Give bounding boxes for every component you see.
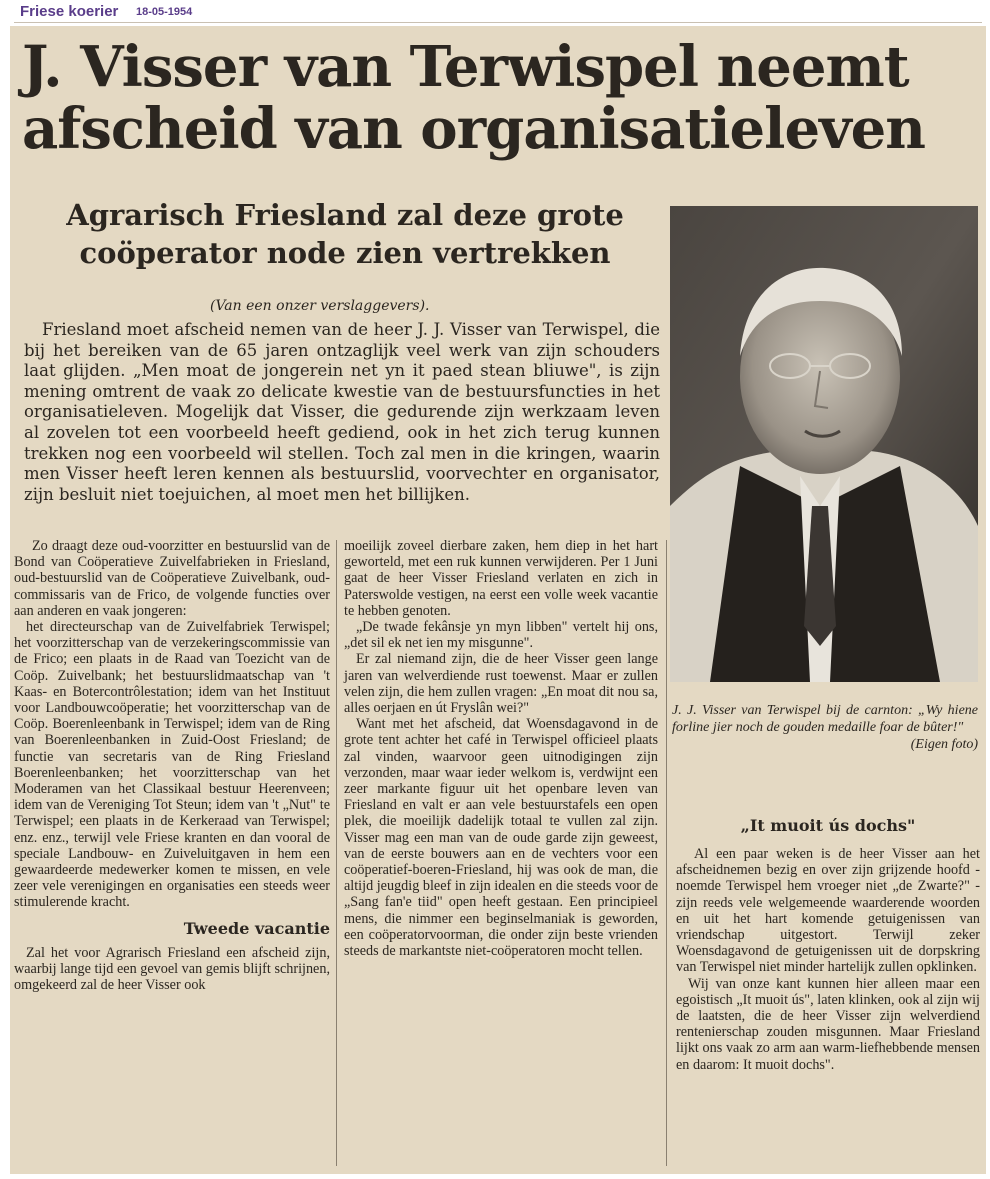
photo-caption-text: J. J. Visser van Terwispel bij de carnton: „Wy hiene forline jier noch de gouden medaille foar de bûter!"	[672, 703, 978, 735]
column-2-paragraph-3: Er zal niemand zijn, die de heer Visser geen lange jaren van welverdiende rust toewenst. Maar er zullen velen zijn, die hem zullen vragen: „En moat dit nou sa, alles oerjaen en út Fryslân wei?"	[344, 651, 658, 717]
column-2-paragraph-1: moeilijk zoveel dierbare zaken, hem diep in het hart geworteld, met een ruk kunnen verwijderen. Per 1 Juni gaat de heer Visser Friesland verlaten en zich in Paterswolde vestigen, na eerst een volle week vacantie te hebben genoten.	[344, 538, 658, 619]
newspaper-name: Friese koerier	[20, 3, 119, 20]
column-3-paragraph-2: Wij van onze kant kunnen hier alleen maar een egoistisch „It muoit ús", laten klinken, ook al zijn wij de laatsten, die de heer Visser zijn welverdiend rentenierschap zouden misgunnen. Maar Friesland lijkt ons vaak zo arm aan warm-liefhebbende mensen en daarom: It muoit dochs".	[676, 975, 980, 1073]
article-column-1	[14, 538, 330, 993]
column-1-paragraph-1: Zo draagt deze oud-voorzitter en bestuurslid van de Bond van Coöperatieve Zuivelfabrieken in Friesland, oud-bestuurslid van de Coöperatieve Zuivelbank, oud-commissaris van de Frico, de volgende functies over aan anderen en vaak jongeren:	[14, 538, 330, 619]
masthead	[0, 0, 990, 24]
masthead-rule	[14, 22, 982, 23]
column-2-paragraph-2: „De twade fekânsje yn myn libben" vertelt hij ons, „det sil ek net ien my misgunne".	[344, 619, 658, 652]
column-2-paragraph-4: Want met het afscheid, dat Woensdagavond in de grote tent achter het café in Terwispel officieel plaats zal vinden, waarvoor geen uitnodigingen zijn verzonden, maar waar ieder welkom is, verdwijnt een zeer markante figuur uit het openbare leven van Friesland en valt er aan vele bestuurstafels een open plek, die moeilijk dadelijk totaal te vullen zal zijn. Visser mag een man van de oude garde zijn geweest, van de eerste bouwers aan en de vechters voor een coöperatief-boeren-Friesland, hij was ook de man, die altijd jeugdig bleef in zijn idealen en die steeds voor de „Sang fan'e tiid" open heeft gestaan. Een principieel mens, die nimmer een beginselmaniak is geworden, een coöperatorvoorman, die onder zijn beste vrienden steeds de markantste niet-coöperatoren mocht tellen.	[344, 716, 658, 960]
column-divider-2	[666, 540, 667, 1166]
portrait-photo	[670, 206, 978, 682]
portrait-photo-image	[670, 206, 978, 682]
article-intro: Friesland moet afscheid nemen van de heer J. J. Visser van Terwispel, die bij het bereiken van de 65 jaren ontzaglijk veel werk van zijn schouders laat glijden. „Men moat de jongerein net yn it paed stean bliuwe", is zijn mening omtrent de vaak zo delicate kwestie van de bestuursfuncties in het organisatieleven. Mogelijk dat Visser, die gedurende zijn werkzaam leven al zovelen tot een voorbeeld heeft gediend, ook in het zich terug kunnen trekken nog een voorbeeld wil stellen. Toch zal men in die kringen, waarin men Visser heeft leren kennen als bestuurslid, voorvechter en organisator, zijn besluit niet toejuichen, al moet men het billijken.	[24, 320, 660, 504]
publication-date: 18-05-1954	[136, 6, 193, 18]
byline: (Van een onzer verslaggevers).	[210, 298, 430, 314]
column-1-paragraph-2: het directeurschap van de Zuivelfabriek Terwispel; het voorzitterschap van de verzekeringscommissie van de Frico; een plaats in de Raad van Toezicht van de Coöp. Zuivelbank; het bestuurslidmaatschap van 't Kaas- en Botercontrôlestation; idem van het Instituut voor Landbouwcoöperatie; het voorzitterschap van de Coöp. Boerenleenbank in Terwispel; idem van de Ring van Boerenleenbanken in Zuid-Oost Friesland; de functie van secretaris van de Ring Friesland Boerenleenbanken; het voorzitterschap van het Moderamen van het Classikaal bestuur Heerenveen; idem van de Vereniging Tot Steun; idem van 't „Nut" te Terwispel; een plaats in de Kerkeraad van Terwispel; enz. enz., terwijl vele Friese kranten en dan vooral de speciale Landbouw- en Zuiveluitgaven in hem een gewaardeerde medewerker komen te missen, en vele zeer vele verenigingen en organisaties een steeds weer stimulerende kracht.	[14, 619, 330, 911]
photo-credit: (Eigen foto)	[910, 737, 978, 752]
photo-caption	[672, 702, 978, 753]
section-heading-tweede-vacantie: Tweede vacantie	[183, 918, 330, 938]
article-subheadline: Agrarisch Friesland zal deze grote coöperator node zien vertrekken	[66, 198, 624, 270]
article-column-2	[344, 538, 658, 959]
article-column-3	[676, 816, 980, 1073]
column-1-paragraph-3: Zal het voor Agrarisch Friesland een afscheid zijn, waarbij lange tijd een gevoel van gemis blijft schrijnen, omgekeerd zal de heer Visser ook	[14, 944, 330, 994]
column-3-paragraph-1: Al een paar weken is de heer Visser aan het afscheidnemen bezig en over zijn grijzende hoofd - noemde Terwispel hem vroeger niet „de Zwarte?" - zijn reeds vele welgemeende waarderende woorden en uit het hart komende getuigenissen van vriendschap uitgestort. Terwijl zeker Woensdagavond de getuigenissen uit de dorpskring van Terwispel niet minder hartelijk zullen opklinken.	[676, 846, 980, 976]
article-headline: J. Visser van Terwispel neemt afscheid van organisatieleven	[22, 34, 925, 162]
column-divider-1	[336, 540, 337, 1166]
newspaper-clipping	[10, 26, 986, 1174]
section-heading-it-muoit-us-dochs: „It muoit ús dochs"	[740, 816, 916, 835]
